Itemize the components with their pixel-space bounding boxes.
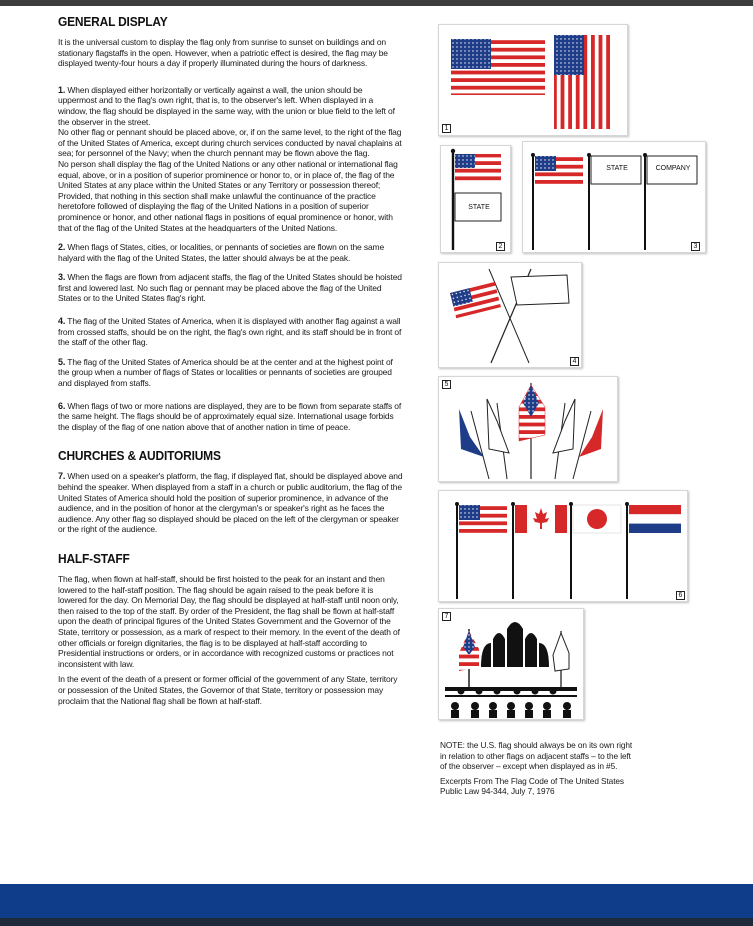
figure-7-auditorium <box>439 609 583 719</box>
rule-4-text: The flag of the United States of America, when it is displayed with another flag against a wall from crossed staffs, should be on the right, the flag's own right, and its staff should be in front of the staff of the other flag. <box>58 316 402 348</box>
us-flag-vertical <box>554 35 612 129</box>
rule-3 <box>58 272 403 304</box>
figure-5-number: 5 <box>442 380 451 389</box>
us-flag-horizontal <box>451 39 545 95</box>
figure-3-number: 3 <box>691 242 700 251</box>
us-flag-crossed <box>450 282 501 318</box>
rule-1-para-2: No other flag or pennant should be placed above, or, if on the same level, to the right of the flag of the United States of America, except during church services conducted by naval chaplains at sea; for personnel of the Navy; when the church pennant may be flown above the flag. <box>58 127 402 159</box>
figure-7-number: 7 <box>442 612 451 621</box>
figure-2-staff <box>441 146 511 252</box>
rule-6-text: When flags of two or more nations are displayed, they are to be flown from separate staffs of the same height. The flags should be of approximately equal size. International usage forbids the display of the flag of one nation above that of another nation in time of peace. <box>58 400 402 432</box>
half-staff-para-1: The flag, when flown at half-staff, should be first hoisted to the peak for an instant and then lowered to the half-staff position. The flag should be again raised to the peak before it is lowered for the day. On Memorial Day, the flag should be displayed at half-staff until noon only, then raised to the top of the staff. By order of the President, the flag shall be flown at half-staff upon the death of principal figures of the United States Government and the Governor of the State, territory or possession, as a mark of respect to their memory. In the event of the death of other officials or foreign dignitaries, the flag is to be displayed at half-staff according to Presidential instructions or orders, or in accordance with recognized customs or practices not inconsistent with law. <box>58 573 400 669</box>
figure-6-number: 6 <box>676 591 685 600</box>
us-pennant-center <box>519 385 545 441</box>
rule-1 <box>58 85 403 127</box>
figure-3-panel <box>522 141 706 253</box>
footer-edge <box>0 918 753 926</box>
figure-6-panel <box>438 490 688 602</box>
us-flag-on-halyard <box>455 154 501 181</box>
rule-2 <box>58 242 403 263</box>
rule-1-number: 1. <box>58 84 66 95</box>
figure-5-panel <box>438 376 618 482</box>
figure-1-flags <box>439 25 627 135</box>
rule-6 <box>58 401 403 433</box>
note-block <box>440 740 635 797</box>
figure-4-crossed-staffs <box>439 263 581 367</box>
rule-2-number: 2. <box>58 242 66 253</box>
rule-6-number: 6. <box>58 400 66 411</box>
general-intro: It is the universal custom to display the flag only from sunrise to sunset on buildings and on stationary flagstaffs in the open. However, when a patriotic effect is desired, the flag may be displayed twenty-four hours a day if properly illuminated during the hours of darkness. <box>58 37 388 69</box>
figure-6-nations <box>439 491 687 601</box>
rule-1-para-3: No person shall display the flag of the United Nations or any other national or international flag equal, above, or in a position of superior prominence or honor to, or in place of, the flag of the United States at any place within the United States or any Territory or possession thereof; Provided, that nothing in this section shall make unlawful the continuance of the practice heretofore followed of displaying the flag of the United Nations in a position of superior prominence or honor, and other national flags in positions of equal prominence or honor, with that of the flag of the United States at the headquarters of the United Nations. <box>58 158 398 233</box>
blue-pennant <box>459 409 484 457</box>
state-flag-label: STATE <box>468 204 490 211</box>
heading-churches-auditoriums: CHURCHES & AUDITORIUMS <box>58 448 221 464</box>
rule-4 <box>58 316 403 348</box>
rule-2-text: When flags of States, cities, or localities, or pennants of societies are flown on the same halyard with the flag of the United States, the latter should always be at the peak. <box>58 242 385 263</box>
figure-2-panel <box>440 145 511 253</box>
top-border <box>0 0 753 6</box>
rule-5-text: The flag of the United States of America should be at the center and at the highest point of the group when a number of flags of States or localities or pennants of societies are grouped and displayed from staffs. <box>58 356 393 389</box>
rule-7 <box>58 471 403 535</box>
rule-7-text: When used on a speaker's platform, the flag, if displayed flat, should be displayed above and behind the speaker. When displayed from a staff in a church or public auditorium, the flag of the United States of America should hold the position of superior prominence, in advance of the audience, and in the position of honor at the clergyman's or speaker's right as he faces the audience. Any other flag so displayed should be placed on the left of the clergyman or speaker or the right of the audience. <box>58 471 403 535</box>
figure-7-panel <box>438 608 584 720</box>
church-windows <box>481 622 549 667</box>
red-pennant <box>579 409 603 457</box>
text-column <box>58 14 403 706</box>
company-flag-label: COMPANY <box>655 165 691 172</box>
rule-5 <box>58 357 403 389</box>
us-flag-nations <box>459 505 507 533</box>
rule-3-number: 3. <box>58 272 66 283</box>
rule-5-number: 5. <box>58 356 66 367</box>
heading-half-staff: HALF-STAFF <box>58 550 130 566</box>
figure-1-panel <box>438 24 628 136</box>
netherlands-flag <box>629 505 681 533</box>
stage <box>445 687 577 718</box>
canada-flag <box>515 505 567 533</box>
figure-3-adjacent-staffs <box>523 142 705 252</box>
state-flag-label-2: STATE <box>606 165 628 172</box>
us-pennant-auditorium <box>459 631 479 671</box>
rule-7-number: 7. <box>58 471 66 482</box>
figure-2-number: 2 <box>496 242 505 251</box>
figure-5-flag-group <box>439 377 617 481</box>
note-source: Excerpts From The Flag Code of The United States Public Law 94-344, July 7, 1976 <box>440 775 624 796</box>
note-text: NOTE: the U.S. flag should always be on its own right in relation to other flags on adjacent staffs – to the left of the observer – except when displayed as in #5. <box>440 740 633 771</box>
figure-4-number: 4 <box>570 357 579 366</box>
rule-1-text: When displayed either horizontally or vertically against a wall, the union should be uppermost and to the flag's own right, that is, to the observer's left. When displayed in a window, the flag should be displayed in the same way, with the union or blue field to the left of the observer in the street. <box>58 84 395 127</box>
japan-flag <box>573 505 621 533</box>
rule-3-text: When the flags are flown from adjacent staffs, the flag of the United States should be hoisted first and lowered last. No such flag or pennant may be placed above the flag of the United States or to the United States flag's right. <box>58 272 402 304</box>
figure-1-number: 1 <box>442 124 451 133</box>
rule-4-number: 4. <box>58 316 66 327</box>
figure-4-panel <box>438 262 582 368</box>
footer-bar <box>0 884 753 926</box>
half-staff-para-2: In the event of the death of a present or former official of the government of any State, territory or possession of the United States, the Governor of that State, territory or possession may proclaim that the National flag shall be flown at half-staff. <box>58 674 398 706</box>
heading-general-display: GENERAL DISPLAY <box>58 14 168 29</box>
